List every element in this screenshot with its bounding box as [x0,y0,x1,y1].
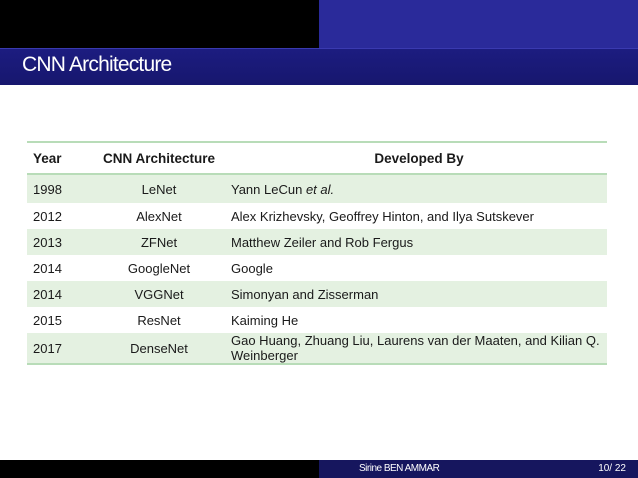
cell-year: 2015 [33,312,62,328]
header-band-right [319,0,638,48]
footer-band-left [0,460,319,478]
developer-et-al: et al. [305,181,335,197]
table-header-row [27,142,607,174]
header-developed-by: Developed By [374,150,464,166]
title-bar [0,48,638,85]
header-architecture: CNN Architecture [102,150,216,166]
cell-architecture: VGGNet [90,281,228,307]
cell-architecture: LeNet [90,174,228,203]
table-row [27,281,607,307]
slide-title: CNN Architecture [22,53,172,76]
cell-year: 1998 [27,174,90,203]
cell-developed-by: Alex Krizhevsky, Geoffrey Hinton, and Ilya Sutskever [231,208,534,224]
cell-architecture: DenseNet [90,333,228,364]
header-band-left [0,0,319,48]
table-row [27,333,607,364]
cell-architecture: GoogleNet [127,260,191,276]
header-year: Year [33,150,62,166]
table-row [27,203,607,229]
cell-year: 2017 [27,333,90,364]
cell-developed-by: Simonyan and Zisserman [228,281,607,307]
footer-band-right [319,460,638,478]
cell-developed-by: Gao Huang, Zhuang Liu, Laurens van der Maaten, and Kilian Q. Weinberger [228,333,607,364]
cell-architecture: ZFNet [90,229,228,255]
cell-developed-by: Matthew Zeiler and Rob Fergus [228,229,607,255]
table-row [27,307,607,333]
cell-year: 2014 [27,281,90,307]
cell-developed-by: Kaiming He [231,312,299,328]
table-row [27,229,607,255]
cell-developed-by [228,174,607,203]
cell-architecture: ResNet [137,312,181,328]
cell-year: 2013 [27,229,90,255]
cell-architecture: AlexNet [136,208,182,224]
table-row [27,174,607,203]
cell-developed-by: Google [231,260,273,276]
architecture-table-container [27,141,607,365]
cell-year: 2012 [33,208,62,224]
developer-name: Yann LeCun [231,181,306,197]
architecture-table [27,141,607,365]
cell-year: 2014 [33,260,62,276]
footer-author: Sirine BEN AMMAR [359,463,440,474]
footer-page-number: 10/ 22 [598,463,626,474]
table-row [27,255,607,281]
